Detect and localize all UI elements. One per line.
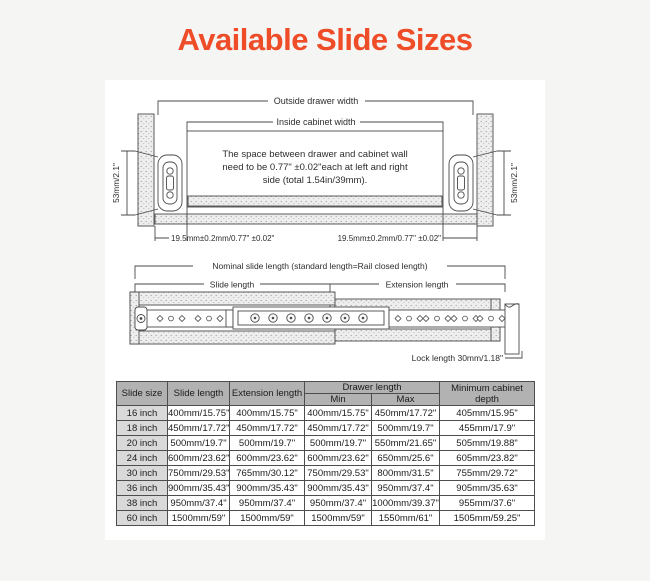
- cabinet-wall-left: [138, 114, 154, 226]
- header-min-cabinet-depth: Minimum cabinet depth: [440, 382, 535, 406]
- side-gap-label-right: 19.5mm±0.2mm/0.77" ±0.02": [337, 234, 441, 243]
- table-cell: 650mm/25.6": [372, 451, 440, 466]
- slide-cross-section-right: [449, 155, 473, 211]
- table-cell: 500mm/19.7": [230, 436, 305, 451]
- table-cell: 1500mm/59": [168, 511, 230, 526]
- drawer-width-diagram: [105, 85, 545, 257]
- header-slide-length: Slide length: [168, 382, 230, 406]
- table-cell: 400mm/15.75": [168, 407, 230, 419]
- table-cell: 450mm/17.72": [168, 422, 230, 434]
- table-cell: 1550mm/61": [372, 511, 440, 526]
- slide-sizes-table: [116, 381, 535, 526]
- table-cell: 405mm/15.95": [440, 406, 535, 421]
- table-cell: 765mm/30.12": [230, 466, 305, 481]
- table-cell: 505mm/19.88": [440, 436, 535, 451]
- inside-cabinet-width-label: Inside cabinet width: [276, 117, 356, 127]
- table-cell: 500mm/19.7": [168, 436, 230, 451]
- table-cell: 500mm/19.7": [372, 421, 440, 436]
- table-cell: 1500mm/59": [230, 511, 305, 526]
- extension-rail: [389, 310, 509, 327]
- slide-size-cell: 60 inch: [117, 511, 168, 526]
- note-line-1: The space between drawer and cabinet wall: [222, 149, 408, 160]
- slide-size-cell: 24 inch: [117, 451, 168, 466]
- inside-cabinet-width-dimension: [187, 117, 443, 131]
- table-row: [117, 406, 535, 421]
- table-row: [117, 451, 535, 466]
- table-cell: 905mm/35.63": [440, 481, 535, 496]
- table-cell: 450mm/17.72": [305, 421, 372, 436]
- table-cell: 950mm/37.4": [168, 496, 230, 511]
- side-gap-label-left: 19.5mm±0.2mm/0.77" ±0.02": [171, 234, 275, 243]
- table-cell: 900mm/35.43": [230, 481, 305, 496]
- table-cell: 955mm/37.6": [440, 496, 535, 511]
- cabinet-wall-right: [477, 114, 493, 226]
- table-cell: 1000mm/39.37": [372, 497, 439, 509]
- header-extension-length: Extension length: [230, 382, 305, 406]
- nominal-length-label: Nominal slide length (standard length=Rail closed length): [212, 261, 428, 271]
- slide-height-label-right: 53mm/2.1": [509, 163, 519, 203]
- table-body: [117, 406, 535, 526]
- table-cell: 450mm/17.72": [372, 406, 440, 421]
- lock-length-label: Lock length 30mm/1.18": [411, 353, 503, 363]
- slide-size-cell: 38 inch: [117, 496, 168, 511]
- table-row: [117, 481, 535, 496]
- table-cell: 600mm/23.62": [168, 452, 230, 464]
- outside-drawer-width-dimension: [158, 96, 473, 115]
- table-cell: 600mm/23.62": [230, 451, 305, 466]
- slide-size-cell: 36 inch: [117, 481, 168, 496]
- note-line-3: side (total 1.54in/39mm).: [262, 175, 368, 186]
- table-cell: 800mm/31.5": [372, 466, 440, 481]
- page-title: Available Slide Sizes: [177, 22, 473, 57]
- lock-bracket: [505, 304, 519, 354]
- inner-rail: [226, 307, 389, 329]
- slide-size-cell: 30 inch: [117, 466, 168, 481]
- header-max: Max: [372, 394, 440, 406]
- table-cell: 400mm/15.75": [230, 406, 305, 421]
- table-cell: 550mm/21.65": [372, 436, 440, 451]
- table-cell: 600mm/23.62": [305, 451, 372, 466]
- header-slide-size: Slide size: [117, 382, 168, 406]
- slide-size-cell: 18 inch: [117, 421, 168, 436]
- table-cell: 500mm/19.7": [305, 436, 372, 451]
- extension-length-label: Extension length: [385, 279, 449, 290]
- table-cell: 455mm/17.9": [440, 421, 535, 436]
- table-cell: 1500mm/59": [305, 511, 372, 526]
- table-cell: 400mm/15.75": [305, 406, 372, 421]
- table-row: [117, 466, 535, 481]
- table-row: [117, 421, 535, 436]
- slide-size-cell: 16 inch: [117, 406, 168, 421]
- table-cell: 755mm/29.72": [440, 466, 535, 481]
- table-cell: 950mm/37.4": [372, 481, 440, 496]
- content-card: [105, 80, 545, 540]
- table-cell: 900mm/35.43": [305, 481, 372, 496]
- slide-length-label: Slide length: [209, 279, 255, 290]
- slide-height-label-left: 53mm/2.1": [111, 163, 121, 203]
- drawer-bottom-panel: [188, 196, 442, 206]
- drawer-box: [187, 131, 443, 207]
- table-cell: 950mm/37.4": [305, 496, 372, 511]
- table-row: [117, 436, 535, 451]
- table-cell: 605mm/23.82": [440, 451, 535, 466]
- note-line-2: need to be 0.77" ±0.02"each at left and right: [222, 162, 408, 173]
- side-gap-dimension-right: [338, 207, 477, 243]
- side-gap-dimension-left: [155, 207, 275, 243]
- table-cell: 450mm/17.72": [230, 421, 305, 436]
- table-cell: 900mm/35.43": [168, 482, 230, 494]
- slide-cross-section-left: [158, 155, 182, 211]
- table-row: [117, 496, 535, 511]
- table-cell: 1505mm/59.25": [440, 511, 535, 526]
- header-min: Min: [305, 394, 372, 406]
- nominal-length-dimension: [135, 261, 505, 279]
- header-drawer-length: Drawer length: [305, 382, 440, 394]
- table-cell: 750mm/29.53": [168, 467, 230, 479]
- table-cell: 950mm/37.4": [230, 496, 305, 511]
- cabinet-bottom-panel: [155, 214, 477, 224]
- slide-length-diagram: [105, 259, 545, 377]
- table-cell: 750mm/29.53": [305, 466, 372, 481]
- outside-drawer-width-label: Outside drawer width: [273, 96, 359, 106]
- slide-size-cell: 20 inch: [117, 436, 168, 451]
- table-row: [117, 511, 535, 526]
